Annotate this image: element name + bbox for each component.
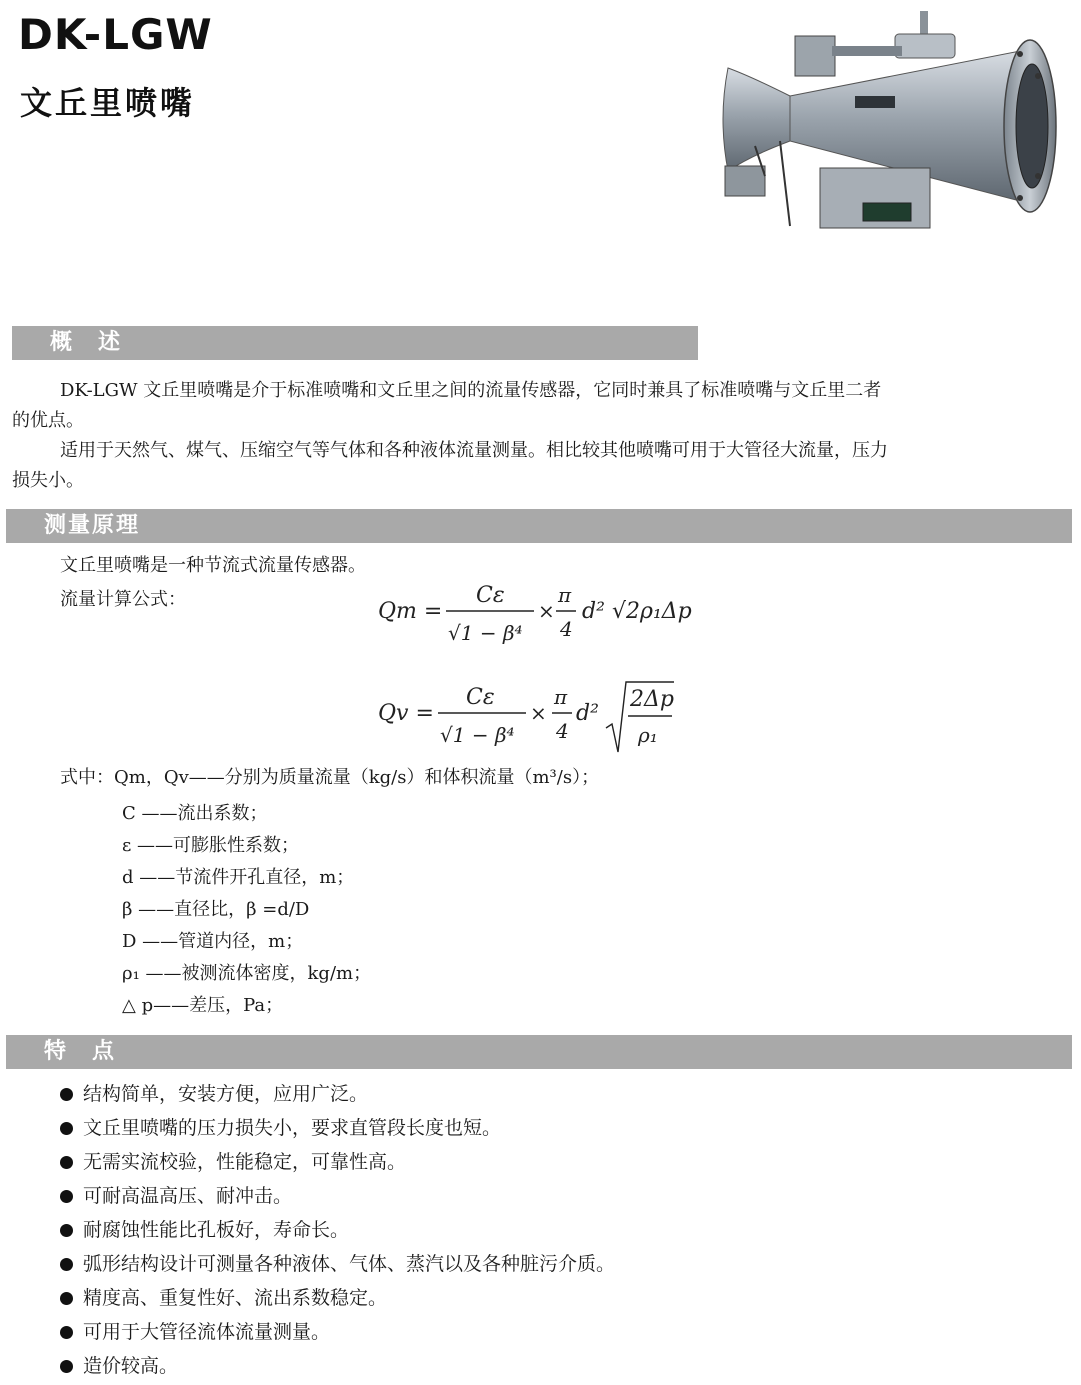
legend-item: β ——直径比，β =d/D (122, 899, 310, 920)
bullet-icon (60, 1360, 73, 1373)
product-name: 文丘里喷嘴 (20, 84, 196, 122)
qm-d2: d² (582, 599, 605, 624)
legend-list (122, 798, 371, 1022)
feature-item: 弧形结构设计可测量各种液体、气体、蒸汽以及各种脏污介质。 (60, 1247, 615, 1281)
overview-paragraph-2 (12, 436, 1072, 496)
features-list (60, 1077, 615, 1383)
bullet-icon (60, 1156, 73, 1169)
overview-paragraph-1 (12, 376, 1072, 436)
qm-denominator: √1 − β⁴ (448, 621, 523, 645)
feature-item: 可耐高温高压、耐冲击。 (60, 1179, 615, 1213)
feature-item: 耐腐蚀性能比孔板好，寿命长。 (60, 1213, 615, 1247)
qm-times: × (538, 599, 555, 623)
qm-numerator: Cε (476, 583, 505, 608)
legend-item: d ——节流件开孔直径，m； (122, 867, 355, 888)
qv-d2: d² (576, 701, 599, 726)
qm-pi: π (558, 583, 572, 607)
qv-numerator: Cε (466, 685, 495, 710)
legend-item: △ p——差压，Pa； (122, 995, 284, 1016)
section-overview-header (12, 326, 698, 360)
bullet-icon (60, 1224, 73, 1237)
formula-qv (378, 676, 718, 760)
product-model: DK-LGW (18, 10, 213, 59)
feature-item: 可用于大管径流体流量测量。 (60, 1315, 615, 1349)
legend-item: ρ₁ ——被测流体密度，kg/m； (122, 963, 372, 984)
qv-root-den: ρ₁ (638, 723, 658, 747)
qv-root-num: 2Δp (630, 687, 674, 712)
bullet-icon (60, 1292, 73, 1305)
section-overview-title: 概 述 (50, 330, 123, 355)
qv-pi: π (554, 685, 568, 709)
qv-times: × (530, 701, 547, 725)
section-features-header (6, 1035, 1072, 1069)
bullet-icon (60, 1258, 73, 1271)
feature-item: 结构简单，安装方便，应用广泛。 (60, 1077, 615, 1111)
qv-lhs: Qv = (378, 701, 434, 726)
qv-denominator: √1 − β⁴ (440, 723, 515, 747)
overview-p1-line1: DK-LGW 文丘里喷嘴是介于标准喷嘴和文丘里之间的流量传感器，它同时兼具了标准喷嘴与文丘里二者 (60, 380, 882, 401)
qv-four: 4 (556, 719, 569, 743)
legend-item: D ——管道内径，m； (122, 931, 304, 952)
overview-p1-line2: 的优点。 (12, 410, 84, 431)
feature-item: 造价较高。 (60, 1349, 615, 1383)
formula-qm (378, 578, 718, 650)
overview-p2-line1: 适用于天然气、煤气、压缩空气等气体和各种液体流量测量。相比较其他喷嘴可用于大管径大流量，压力 (60, 440, 888, 461)
legend-item: ε ——可膨胀性系数； (122, 835, 300, 856)
section-principle-header (6, 509, 1072, 543)
venturi-nozzle-device-photo (720, 6, 1060, 246)
qm-four: 4 (560, 617, 573, 641)
bullet-icon (60, 1122, 73, 1135)
feature-item: 文丘里喷嘴的压力损失小，要求直管段长度也短。 (60, 1111, 615, 1145)
section-principle-title: 测量原理 (44, 513, 141, 538)
formula-label: 流量计算公式： (60, 589, 186, 610)
overview-p2-line2: 损失小。 (12, 470, 84, 491)
section-features-title: 特 点 (44, 1039, 117, 1064)
feature-item: 无需实流校验，性能稳定，可靠性高。 (60, 1145, 615, 1179)
legend-item: C ——流出系数； (122, 803, 268, 824)
bullet-icon (60, 1190, 73, 1203)
qm-root: √2ρ₁Δp (612, 599, 692, 624)
principle-intro: 文丘里喷嘴是一种节流式流量传感器。 (60, 555, 366, 576)
legend-intro: 式中：Qm，Qv——分别为质量流量（kg/s）和体积流量（m³/s）； (60, 767, 600, 788)
bullet-icon (60, 1326, 73, 1339)
bullet-icon (60, 1088, 73, 1101)
feature-item: 精度高、重复性好、流出系数稳定。 (60, 1281, 615, 1315)
qm-lhs: Qm = (378, 599, 443, 624)
